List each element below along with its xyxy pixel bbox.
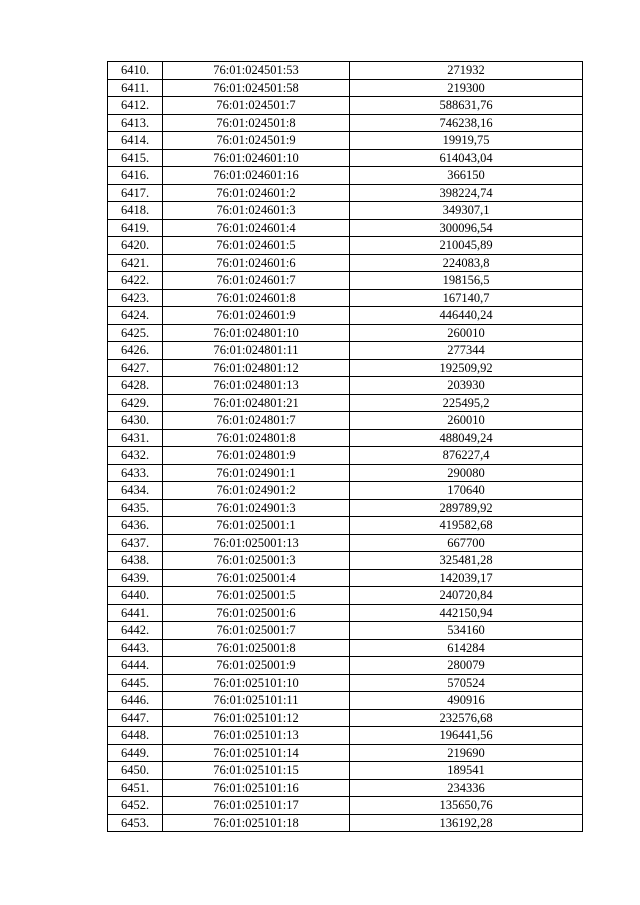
value-cell: 614043,04: [350, 149, 583, 167]
table-row: [108, 359, 583, 377]
row-number-cell: 6421.: [108, 254, 163, 272]
value-cell: 290080: [350, 464, 583, 482]
table-row: [108, 569, 583, 587]
table-row: [108, 97, 583, 115]
cadastral-number-cell: 76:01:024601:8: [163, 289, 350, 307]
value-cell: 398224,74: [350, 184, 583, 202]
value-cell: 300096,54: [350, 219, 583, 237]
cadastral-number-cell: 76:01:025101:15: [163, 762, 350, 780]
row-number-cell: 6419.: [108, 219, 163, 237]
cadastral-number-cell: 76:01:024801:21: [163, 394, 350, 412]
table-row: [108, 692, 583, 710]
table-row: [108, 464, 583, 482]
cadastral-number-cell: 76:01:025001:9: [163, 657, 350, 675]
cadastral-number-cell: 76:01:025001:4: [163, 569, 350, 587]
row-number-cell: 6424.: [108, 307, 163, 325]
cadastral-number-cell: 76:01:024601:16: [163, 167, 350, 185]
value-cell: 203930: [350, 377, 583, 395]
table-row: [108, 709, 583, 727]
value-cell: 210045,89: [350, 237, 583, 255]
value-cell: 570524: [350, 674, 583, 692]
cadastral-number-cell: 76:01:025101:16: [163, 779, 350, 797]
cadastral-number-cell: 76:01:024601:7: [163, 272, 350, 290]
table-row: [108, 744, 583, 762]
cadastral-number-cell: 76:01:024501:58: [163, 79, 350, 97]
cadastral-number-cell: 76:01:024801:7: [163, 412, 350, 430]
cadastral-number-cell: 76:01:024501:8: [163, 114, 350, 132]
cadastral-number-cell: 76:01:024501:9: [163, 132, 350, 150]
row-number-cell: 6423.: [108, 289, 163, 307]
cadastral-number-cell: 76:01:025101:13: [163, 727, 350, 745]
row-number-cell: 6444.: [108, 657, 163, 675]
cadastral-number-cell: 76:01:024601:4: [163, 219, 350, 237]
table-row: [108, 79, 583, 97]
row-number-cell: 6443.: [108, 639, 163, 657]
table-row: [108, 184, 583, 202]
value-cell: 196441,56: [350, 727, 583, 745]
table-row: [108, 552, 583, 570]
row-number-cell: 6446.: [108, 692, 163, 710]
cadastral-number-cell: 76:01:024801:12: [163, 359, 350, 377]
row-number-cell: 6425.: [108, 324, 163, 342]
cadastral-number-cell: 76:01:025101:18: [163, 814, 350, 832]
table-row: [108, 762, 583, 780]
cadastral-number-cell: 76:01:025001:3: [163, 552, 350, 570]
value-cell: 192509,92: [350, 359, 583, 377]
value-cell: 225495,2: [350, 394, 583, 412]
row-number-cell: 6442.: [108, 622, 163, 640]
value-cell: 142039,17: [350, 569, 583, 587]
value-cell: 614284: [350, 639, 583, 657]
cadastral-number-cell: 76:01:025101:17: [163, 797, 350, 815]
table-row: [108, 377, 583, 395]
table-row: [108, 517, 583, 535]
value-cell: 442150,94: [350, 604, 583, 622]
row-number-cell: 6439.: [108, 569, 163, 587]
value-cell: 136192,28: [350, 814, 583, 832]
table-row: [108, 149, 583, 167]
row-number-cell: 6410.: [108, 62, 163, 80]
cadastral-number-cell: 76:01:024801:10: [163, 324, 350, 342]
table-row: [108, 307, 583, 325]
value-cell: 135650,76: [350, 797, 583, 815]
row-number-cell: 6435.: [108, 499, 163, 517]
table-row: [108, 219, 583, 237]
value-cell: 224083,8: [350, 254, 583, 272]
cadastral-number-cell: 76:01:024501:53: [163, 62, 350, 80]
value-cell: 488049,24: [350, 429, 583, 447]
cadastral-number-cell: 76:01:025101:10: [163, 674, 350, 692]
row-number-cell: 6418.: [108, 202, 163, 220]
row-number-cell: 6450.: [108, 762, 163, 780]
table-row: [108, 814, 583, 832]
value-cell: 277344: [350, 342, 583, 360]
cadastral-number-cell: 76:01:024601:6: [163, 254, 350, 272]
row-number-cell: 6441.: [108, 604, 163, 622]
table-row: [108, 779, 583, 797]
cadastral-number-cell: 76:01:025101:12: [163, 709, 350, 727]
row-number-cell: 6432.: [108, 447, 163, 465]
row-number-cell: 6427.: [108, 359, 163, 377]
cadastral-number-cell: 76:01:025101:14: [163, 744, 350, 762]
row-number-cell: 6431.: [108, 429, 163, 447]
cadastral-number-cell: 76:01:024601:2: [163, 184, 350, 202]
row-number-cell: 6451.: [108, 779, 163, 797]
value-cell: 876227,4: [350, 447, 583, 465]
value-cell: 271932: [350, 62, 583, 80]
value-cell: 588631,76: [350, 97, 583, 115]
table-row: [108, 657, 583, 675]
table-row: [108, 342, 583, 360]
value-cell: 325481,28: [350, 552, 583, 570]
cadastral-number-cell: 76:01:025001:8: [163, 639, 350, 657]
row-number-cell: 6448.: [108, 727, 163, 745]
table-row: [108, 429, 583, 447]
value-cell: 260010: [350, 324, 583, 342]
row-number-cell: 6415.: [108, 149, 163, 167]
row-number-cell: 6416.: [108, 167, 163, 185]
table-row: [108, 499, 583, 517]
table-row: [108, 114, 583, 132]
cadastral-number-cell: 76:01:024901:1: [163, 464, 350, 482]
value-cell: 260010: [350, 412, 583, 430]
row-number-cell: 6411.: [108, 79, 163, 97]
table-row: [108, 62, 583, 80]
cadastral-number-cell: 76:01:025001:1: [163, 517, 350, 535]
value-cell: 240720,84: [350, 587, 583, 605]
cadastral-number-cell: 76:01:024901:3: [163, 499, 350, 517]
row-number-cell: 6426.: [108, 342, 163, 360]
row-number-cell: 6412.: [108, 97, 163, 115]
row-number-cell: 6420.: [108, 237, 163, 255]
row-number-cell: 6430.: [108, 412, 163, 430]
value-cell: 189541: [350, 762, 583, 780]
row-number-cell: 6422.: [108, 272, 163, 290]
value-cell: 289789,92: [350, 499, 583, 517]
value-cell: 219300: [350, 79, 583, 97]
row-number-cell: 6445.: [108, 674, 163, 692]
row-number-cell: 6453.: [108, 814, 163, 832]
row-number-cell: 6434.: [108, 482, 163, 500]
value-cell: 170640: [350, 482, 583, 500]
table-row: [108, 394, 583, 412]
value-cell: 219690: [350, 744, 583, 762]
cadastral-number-cell: 76:01:024601:3: [163, 202, 350, 220]
table-row: [108, 272, 583, 290]
table-row: [108, 587, 583, 605]
row-number-cell: 6437.: [108, 534, 163, 552]
row-number-cell: 6413.: [108, 114, 163, 132]
value-cell: 419582,68: [350, 517, 583, 535]
value-cell: 280079: [350, 657, 583, 675]
cadastral-number-cell: 76:01:024601:9: [163, 307, 350, 325]
row-number-cell: 6447.: [108, 709, 163, 727]
table-row: [108, 132, 583, 150]
cadastral-number-cell: 76:01:025001:7: [163, 622, 350, 640]
table-row: [108, 324, 583, 342]
row-number-cell: 6452.: [108, 797, 163, 815]
value-cell: 198156,5: [350, 272, 583, 290]
row-number-cell: 6429.: [108, 394, 163, 412]
row-number-cell: 6414.: [108, 132, 163, 150]
table-row: [108, 202, 583, 220]
value-cell: 232576,68: [350, 709, 583, 727]
row-number-cell: 6438.: [108, 552, 163, 570]
cadastral-value-table: [107, 61, 583, 832]
cadastral-number-cell: 76:01:025101:11: [163, 692, 350, 710]
cadastral-number-cell: 76:01:024601:10: [163, 149, 350, 167]
table-row: [108, 237, 583, 255]
table-row: [108, 727, 583, 745]
value-cell: 167140,7: [350, 289, 583, 307]
table-row: [108, 797, 583, 815]
row-number-cell: 6440.: [108, 587, 163, 605]
table-row: [108, 482, 583, 500]
value-cell: 19919,75: [350, 132, 583, 150]
table-row: [108, 289, 583, 307]
table-body: [108, 62, 583, 832]
cadastral-number-cell: 76:01:024601:5: [163, 237, 350, 255]
cadastral-number-cell: 76:01:025001:6: [163, 604, 350, 622]
table-row: [108, 447, 583, 465]
value-cell: 746238,16: [350, 114, 583, 132]
value-cell: 366150: [350, 167, 583, 185]
value-cell: 234336: [350, 779, 583, 797]
row-number-cell: 6417.: [108, 184, 163, 202]
cadastral-number-cell: 76:01:024501:7: [163, 97, 350, 115]
table-row: [108, 534, 583, 552]
table-row: [108, 412, 583, 430]
table-row: [108, 639, 583, 657]
table-row: [108, 674, 583, 692]
table-row: [108, 254, 583, 272]
table-row: [108, 622, 583, 640]
value-cell: 667700: [350, 534, 583, 552]
value-cell: 446440,24: [350, 307, 583, 325]
cadastral-number-cell: 76:01:024801:11: [163, 342, 350, 360]
cadastral-number-cell: 76:01:024801:8: [163, 429, 350, 447]
value-cell: 534160: [350, 622, 583, 640]
row-number-cell: 6433.: [108, 464, 163, 482]
row-number-cell: 6449.: [108, 744, 163, 762]
cadastral-number-cell: 76:01:025001:5: [163, 587, 350, 605]
cadastral-number-cell: 76:01:024801:9: [163, 447, 350, 465]
value-cell: 490916: [350, 692, 583, 710]
cadastral-number-cell: 76:01:024901:2: [163, 482, 350, 500]
table-row: [108, 167, 583, 185]
row-number-cell: 6436.: [108, 517, 163, 535]
cadastral-number-cell: 76:01:025001:13: [163, 534, 350, 552]
table-row: [108, 604, 583, 622]
row-number-cell: 6428.: [108, 377, 163, 395]
cadastral-number-cell: 76:01:024801:13: [163, 377, 350, 395]
value-cell: 349307,1: [350, 202, 583, 220]
